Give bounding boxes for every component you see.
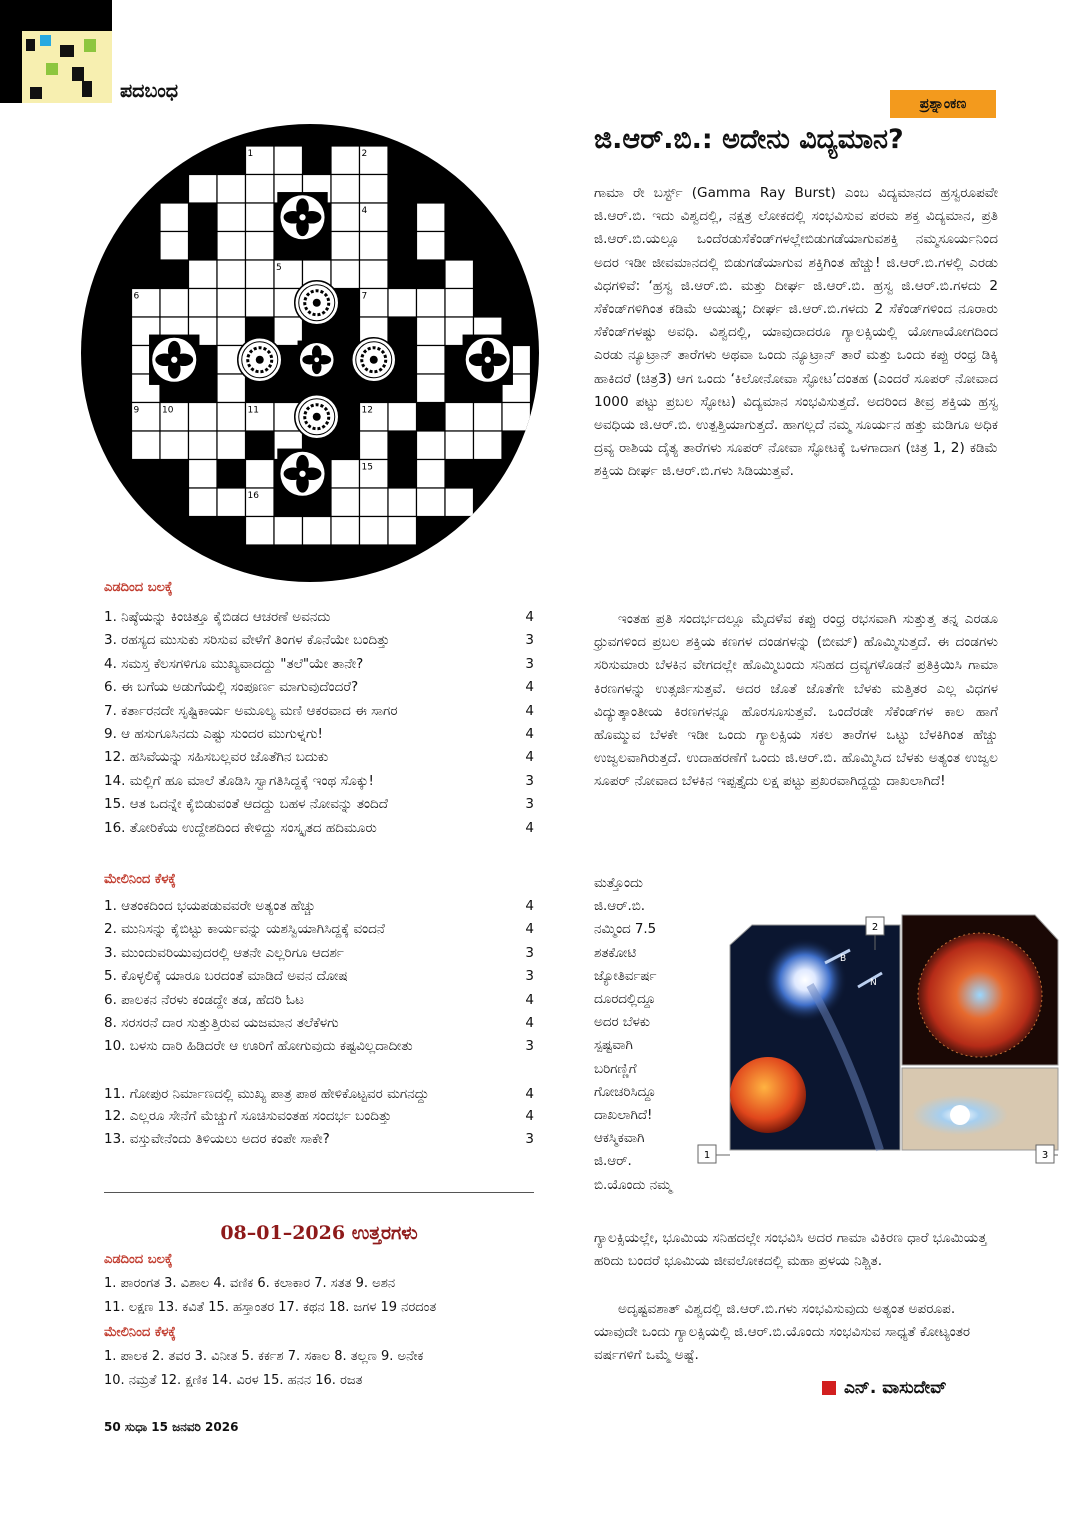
clue-text: 12. ಎಲ್ಲರೂ ಸೇನೆಗೆ ಮೆಚ್ಚುಗೆ ಸೂಚಿಸುವಂತಹ ಸಂದರ್ಭ ಬಂದಿತ್ತು xyxy=(104,1107,392,1124)
clue-length: 3 xyxy=(525,632,534,649)
clue-row xyxy=(104,793,534,816)
blue-star xyxy=(763,938,847,1022)
crossword-cell[interactable] xyxy=(474,431,503,460)
flower-ornament-icon xyxy=(298,341,336,379)
red-star xyxy=(730,1057,806,1133)
kilonova-core xyxy=(950,1105,970,1125)
crossword-cell[interactable] xyxy=(331,232,360,261)
figure-label-1 xyxy=(698,1145,730,1163)
clue-text: 6. ಪಾಲಕನ ನೆರಳು ಕಂಡದ್ದೇ ತಡ, ಹೆದರಿ ಓಟ xyxy=(104,991,304,1008)
clue-row xyxy=(104,653,534,676)
crossword-cell[interactable] xyxy=(360,488,389,517)
crossword-cell[interactable] xyxy=(217,317,246,346)
crossword-cell[interactable] xyxy=(246,460,275,489)
clue-text: 14. ಮಲ್ಲಿಗೆ ಹೂ ಮಾಲೆ ತೊಡಿಸಿ ಸ್ವಾಗತಿಸಿದ್ದಕ್ಕೆ ಇಂಥ ಸೊಕ್ಕು! xyxy=(104,772,374,789)
crossword-cell[interactable] xyxy=(445,488,474,517)
clue-text: 1. ನಿಷ್ಠೆಯನ್ನು ಕಿಂಚಿತ್ತೂ ಕೈಬಿಡದ ಆಚರಣೆ ಅವನದು xyxy=(104,609,331,625)
crossword-cell[interactable] xyxy=(274,146,303,175)
crossword-cell[interactable] xyxy=(360,517,389,546)
clue-row xyxy=(104,1059,534,1105)
crossword-cell[interactable] xyxy=(445,289,474,318)
clue-length: 3 xyxy=(525,772,534,789)
clue-text: 16. ತೋರಿಕೆಯ ಉದ್ದೇಶದಿಂದ ಕೇಳಿದ್ದು ಸಂಸ್ಕೃತದ ಹದಿಮೂರು xyxy=(104,819,377,836)
crossword-cell[interactable] xyxy=(388,289,417,318)
crossword-cell[interactable] xyxy=(160,203,189,232)
clue-text: 13. ವಸ್ತುವೇನೆಂದು ತಿಳಿಯಲು ಅದರ ಕಂಪೇ ಸಾಕೇ? xyxy=(104,1131,330,1148)
crossword-cell[interactable] xyxy=(417,203,446,232)
crossword-cell[interactable] xyxy=(360,431,389,460)
crossword-cell[interactable] xyxy=(189,488,218,517)
svg-text:2: 2 xyxy=(871,922,879,933)
crossword-cell[interactable] xyxy=(417,232,446,261)
crossword-cell[interactable] xyxy=(160,431,189,460)
crossword-cell[interactable] xyxy=(474,403,503,432)
clue-row xyxy=(104,770,534,793)
clue-length: 3 xyxy=(525,796,534,813)
flower-ornament-icon xyxy=(149,335,199,385)
crossword-cell[interactable] xyxy=(417,488,446,517)
crossword-number: 11 xyxy=(247,405,259,416)
crossword-cell[interactable] xyxy=(331,260,360,289)
answers-down-line: 1. ಪಾಲಕ 2. ತವರ 3. ವಿನೀತ 5. ಕರ್ಕಶ 7. ಸಕಾಲ 8. ತಲ್ಲಣ 9. ಅನೇಕ xyxy=(104,1349,424,1364)
clue-length: 3 xyxy=(525,655,534,672)
crossword-cell[interactable] xyxy=(160,232,189,261)
clue-length: 3 xyxy=(525,1131,534,1148)
crossword-number: 2 xyxy=(361,149,368,159)
crossword-number: 15 xyxy=(361,462,373,473)
crossword-cell[interactable] xyxy=(417,460,446,489)
answers-across-line: 11. ಲಕ್ಷಣ 13. ಕವಿತೆ 15. ಹಸ್ತಾಂತರ 17. ಕಥನ 18. ಜಗಳ 19 ನರದಂತ xyxy=(104,1300,437,1315)
answers-down-heading: ಮೇಲಿನಿಂದ ಕೆಳಕ್ಕೆ xyxy=(104,1325,176,1340)
clue-length: 4 xyxy=(525,679,534,696)
article-paragraph: ಅದೃಷ್ಟವಶಾತ್ ವಿಶ್ವದಲ್ಲಿ ಜಿ.ಆರ್.ಬಿ.ಗಳು ಸಂಭವಿಸುವುದು ಅತ್ಯಂತ ಅಪರೂಪ. ಯಾವುದೇ ಒಂದು ಗ್ಯಾಲಕ್ಸಿಯಲ್ಲಿ ಜಿ.ಆರ್.ಬಿ.ಯೊಂದು ಸಂಭವಿಸುವ ಸಾಧ್ಯತೆ ಕೋಟ್ಯಂತರ ವರ್ಷಗಳಿಗೆ ಒಮ್ಮೆ ಅಷ್ಟೆ. xyxy=(594,1301,971,1364)
svg-text:3: 3 xyxy=(1041,1150,1049,1161)
across-clue-list xyxy=(104,606,534,840)
crossword-cell[interactable] xyxy=(360,260,389,289)
logo-square xyxy=(60,45,74,57)
clue-length: 4 xyxy=(525,702,534,719)
crossword-cell[interactable] xyxy=(189,460,218,489)
crossword-cell[interactable] xyxy=(331,460,360,489)
clue-text: 8. ಸರಸರನೆ ದಾರ ಸುತ್ತುತ್ತಿರುವ ಯಜಮಾನ ತಲೆಕೆಳಗು xyxy=(104,1014,339,1031)
crossword-cell[interactable] xyxy=(217,289,246,318)
crossword-cell[interactable] xyxy=(217,488,246,517)
article-byline xyxy=(822,1378,947,1398)
logo-square xyxy=(72,67,84,81)
logo-square xyxy=(82,81,92,97)
crossword-cell[interactable] xyxy=(445,260,474,289)
crossword-cell[interactable] xyxy=(246,517,275,546)
crossword-cell[interactable] xyxy=(217,232,246,261)
medallion-ornament-icon xyxy=(295,395,339,439)
clue-length: 4 xyxy=(525,819,534,836)
crossword-cell[interactable] xyxy=(417,289,446,318)
crossword-number: 9 xyxy=(133,405,140,416)
article-paragraph: ಗಾಮಾ ರೇ ಬರ್ಸ್ಟ್ (Gamma Ray Burst) ಎಂಬ ವಿದ್ಯಮಾನದ ಹ್ರಸ್ವರೂಪವೇ ಜಿ.ಆರ್.ಬಿ. ಇದು ವಿಶ್ವದಲ್ಲಿ, ನಕ್ಷತ್ರ ಲೋಕದಲ್ಲಿ ಸಂಭವಿಸುವ ಪರಮ ಶಕ್ತ ವಿದ್ಯಮಾನ, ಪ್ರತಿ ಜಿ.ಆರ್.ಬಿ.ಯಲ್ಲೂ ಒಂದೆರಡುಸೆಕೆಂಡ್‌ಗಳಲ್ಲೇಬಿಡುಗಡೆಯಾಗುವಶಕ್ತಿ ನಮ್ಮಸೂರ್ಯನಿಂದ ಅದರ ಇಡೀ ಜೀವಮಾನದಲ್ಲಿ ಬಿಡುಗಡೆಯಾಗುವ ಶಕ್ತಿಗಿಂತ ಹೆಚ್ಚು! ಜಿ.ಆರ್.ಬಿ.ಗಳಲ್ಲಿ ಎರಡು ವಿಧಗಳಿವೆ: ‘ಹ್ರಸ್ವ ಜಿ.ಆರ್.ಬಿ. ಮತ್ತು ದೀರ್ಘ ಜಿ.ಆರ್.ಬಿ. ಹ್ರಸ್ವ ಜಿ.ಆರ್.ಬಿ.ಗಳದು 2 ಸೆಕೆಂಡ್‌ಗಳಿಗಿಂತ ಕಡಿಮೆ ಆಯುಷ್ಯ; ದೀರ್ಘ ಜಿ.ಆರ್.ಬಿ.ಗಳದು 2 ಸೆಕೆಂಡ್‌ಗಳಿಂದ ನೂರಾರು ಸೆಕೆಂಡ್‌ಗಳಷ್ಟು ಅವಧಿ. ವಿಶ್ವದಲ್ಲಿ, ಯಾವುದಾದರೂ ಗ್ಯಾಲಕ್ಸಿಯಲ್ಲಿ ಯೋಗಾಯೋಗದಿಂದ ಎರಡು ನ್ಯೂಟ್ರಾನ್ ತಾರೆಗಳು ಅಥವಾ ಒಂದು ನ್ಯೂಟ್ರಾನ್ ತಾರೆ ಮತ್ತು ಒಂದು ಕಪ್ಪು ರಂಧ್ರ ಡಿಕ್ಕಿ ಹಾಕಿದರೆ (ಚಿತ್ರ3) ಆಗ ಒಂದು ‘ಕಿಲೋನೋವಾ ಸ್ಫೋಟ’ದಂತಹ (ಎಂದರೆ ಸೂಪರ್ ನೋವಾದ 1000 ಪಟ್ಟು ಪ್ರಬಲ ಸ್ಫೋಟ) ವಿದ್ಯಮಾನ ಸಂಭವಿಸುತ್ತದೆ. ಅದರಿಂದ ತೀವ್ರ ಶಕ್ತಿಯ ಹ್ರಸ್ವ ಅವಧಿಯ ಜಿ.ಆರ್.ಬಿ. ಉತ್ಪತ್ತಿಯಾಗುತ್ತದೆ. ಹಾಗಲ್ಲದೆ ನಮ್ಮ ಸೂರ್ಯನ ಹತ್ತು ಮಡಿಗೂ ಅಧಿಕ ದ್ರವ್ಯ ರಾಶಿಯ ದೈತ್ಯ ತಾರೆಗಳು ಸೂಪರ್ ನೋವಾ ಸ್ಫೋಟಕ್ಕೆ ಒಳಗಾದಾಗ (ಚಿತ್ರ 1, 2) ಕಡಿಮೆ ಶಕ್ತಿಯ ದೀರ್ಘ ಜಿ.ಆರ್.ಬಿ.ಗಳು ಸಿಡಿಯುತ್ತವೆ. xyxy=(594,185,998,480)
clue-row xyxy=(104,989,534,1012)
medallion-ornament-icon xyxy=(295,281,339,325)
clue-row xyxy=(104,606,534,629)
clue-row xyxy=(104,942,534,965)
down-heading: ಮೇಲಿನಿಂದ ಕೆಳಕ್ಕೆ xyxy=(104,872,176,887)
crossword-number: 12 xyxy=(361,405,373,416)
crossword-cell[interactable] xyxy=(217,260,246,289)
clue-length: 4 xyxy=(525,609,534,625)
across-heading: ಎಡದಿಂದ ಬಲಕ್ಕೆ xyxy=(104,580,173,595)
crossword-cell[interactable] xyxy=(189,175,218,204)
clue-text: 3. ರಹಸ್ಯದ ಮುಸುಕು ಸರಿಸುವ ವೇಳೆಗೆ ತಿಂಗಳ ಕೊನೆಯೇ ಬಂದಿತ್ತು xyxy=(104,632,390,649)
crossword-cell[interactable] xyxy=(217,374,246,403)
crossword-number: 5 xyxy=(276,263,282,273)
down-clue-list xyxy=(104,895,534,1152)
logo-square xyxy=(46,63,58,75)
crossword-cell[interactable] xyxy=(388,488,417,517)
crossword-cell[interactable] xyxy=(132,431,161,460)
clue-text: 5. ಕೊಳ್ಳಲಿಕ್ಕೆ ಯಾರೂ ಬರದಂತೆ ಮಾಡಿದೆ ಅವನ ದೋಷ xyxy=(104,968,348,985)
clue-length: 4 xyxy=(525,725,534,742)
crossword-cell[interactable] xyxy=(217,203,246,232)
crossword-number: 7 xyxy=(361,291,368,302)
clue-text: 4. ಸಮಸ್ತ ಕೆಲಸಗಳಿಗೂ ಮುಖ್ಯವಾದದ್ದು "ತಲೆ"ಯೇ ತಾನೇ? xyxy=(104,655,364,672)
answers-across-heading: ಎಡದಿಂದ ಬಲಕ್ಕೆ xyxy=(104,1252,173,1267)
crossword-cell[interactable] xyxy=(331,517,360,546)
figure-arrow-label: B xyxy=(840,954,847,964)
clue-length: 3 xyxy=(525,944,534,961)
clue-text: 10. ಬಳಸು ದಾರಿ ಹಿಡಿದರೇ ಆ ಊರಿಗೆ ಹೋಗುವುದು ಕಷ್ಟವಿಲ್ಲದಾದೀತು xyxy=(104,1038,413,1055)
crossword-cell[interactable] xyxy=(417,346,446,375)
crossword-cell[interactable] xyxy=(189,431,218,460)
crossword-cell[interactable] xyxy=(360,175,389,204)
clue-length: 3 xyxy=(525,1038,534,1055)
divider xyxy=(104,1192,534,1193)
crossword-cell[interactable] xyxy=(388,517,417,546)
crossword-cell[interactable] xyxy=(246,232,275,261)
clue-length: 4 xyxy=(525,898,534,914)
logo-square xyxy=(26,39,35,51)
byline-marker-icon xyxy=(822,1381,836,1395)
clue-text: 9. ಆ ಹಸುಗೂಸಿನದು ಎಷ್ಟು ಸುಂದರ ಮುಗುಳ್ನಗು! xyxy=(104,725,323,742)
clue-text: 1. ಆತಂಕದಿಂದ ಭಯಪಡುವವರೇ ಅತ್ಯಂತ ಹೆಚ್ಚು xyxy=(104,898,316,914)
crossword-cell[interactable] xyxy=(303,517,332,546)
article-paragraph-narrow: ಮತ್ತೊಂದು ಜಿ.ಆರ್.ಬಿ. ನಮ್ಮಿಂದ 7.5 ಶತಕೋಟಿ ಜ್ಯೋತಿರ್ವರ್ಷ ದೂರದಲ್ಲಿದ್ದೂ ಅದರ ಬೆಳಕು ಸ್ಪಷ್ಟವಾಗಿ ಬರಿಗಣ್ಣಿಗೆ ಗೋಚರಿಸಿದ್ದೂ ದಾಖಲಾಗಿದೆ! ಆಕಸ್ಮಿಕವಾಗಿ ಜಿ.ಆರ್. ಬಿ.ಯೊಂದು ನಮ್ಮ xyxy=(594,876,672,1193)
crossword-cell[interactable] xyxy=(246,289,275,318)
crossword-number: 13 xyxy=(418,405,430,416)
clue-row xyxy=(104,629,534,652)
crossword-cell[interactable] xyxy=(246,175,275,204)
clue-text: 6. ಈ ಬಗೆಯ ಅಡುಗೆಯಲ್ಲಿ ಸಂಪೂರ್ಣ ಮಾಗುವುದೆಂದರೆ? xyxy=(104,679,359,696)
section-title: ಪದಬಂಧ xyxy=(120,80,179,102)
flower-ornament-icon xyxy=(277,449,327,499)
crossword-cell[interactable] xyxy=(331,203,360,232)
clue-text: 3. ಮುಂದುವರಿಯುವುದರಲ್ಲಿ ಆತನೇ ಎಲ್ಲರಿಗೂ ಆದರ್ಶ xyxy=(104,944,344,961)
article-headline: ಜಿ.ಆರ್‌.ಬಿ.: ಅದೇನು ವಿದ್ಯಮಾನ? xyxy=(594,124,904,155)
crossword-cell[interactable] xyxy=(160,289,189,318)
flower-ornament-icon xyxy=(463,335,513,385)
crossword-cell[interactable] xyxy=(331,146,360,175)
crossword-cell[interactable] xyxy=(246,203,275,232)
crossword-cell[interactable] xyxy=(331,488,360,517)
crossword-number: 10 xyxy=(162,405,174,416)
logo-square xyxy=(40,35,51,46)
crossword-grid[interactable] xyxy=(80,123,540,583)
crossword-number: 6 xyxy=(133,291,140,302)
crossword-number: 3 xyxy=(190,206,197,216)
clue-row xyxy=(104,746,534,769)
clue-text: 15. ಆತ ಒದನ್ನೇ ಕೈಬಿಡುವಂತೆ ಆದದ್ದು ಬಹಳ ನೋವನ್ನು ತಂದಿದೆ xyxy=(104,796,388,813)
page-folio: 50 ಸುಧಾ 15 ಜನವರಿ 2026 xyxy=(104,1420,239,1434)
clue-row xyxy=(104,895,534,918)
clue-row xyxy=(104,700,534,723)
byline-name: ಎನ್. ವಾಸುದೇವ್ xyxy=(844,1378,947,1398)
article-paragraph: ಗ್ಯಾಲಕ್ಸಿಯಲ್ಲೇ, ಭೂಮಿಯ ಸನಿಹದಲ್ಲೇ ಸಂಭವಿಸಿ ಅದರ ಗಾಮಾ ವಿಕಿರಣ ಧಾರೆ ಭೂಮಿಯತ್ತ ಹರಿದು ಬಂದರೆ ಭೂಮಿಯ ಜೀವಲೋಕದಲ್ಲಿ ಮಹಾ ಪ್ರಳಯ ನಿಶ್ಚಿತ. xyxy=(594,1230,987,1270)
crossword-cell[interactable] xyxy=(331,175,360,204)
crossword-cell[interactable] xyxy=(360,232,389,261)
crossword-cell[interactable] xyxy=(445,403,474,432)
crossword-cell[interactable] xyxy=(246,260,275,289)
clue-length: 4 xyxy=(525,1107,534,1124)
crossword-cell[interactable] xyxy=(417,374,446,403)
figure-arrow-label: N xyxy=(870,978,877,988)
clue-row xyxy=(104,1105,534,1128)
clue-row xyxy=(104,1128,534,1151)
article-paragraph: ಇಂತಹ ಪ್ರತಿ ಸಂದರ್ಭದಲ್ಲೂ ಮೈದಳೆವ ಕಪ್ಪು ರಂಧ್ರ ರಭಸವಾಗಿ ಸುತ್ತುತ್ತ ತನ್ನ ಎರಡೂ ಧ್ರುವಗಳಿಂದ ಪ್ರಬಲ ಶಕ್ತಿಯ ಕಣಗಳ ದಂಡಗಳನ್ನು (ಬೀಮ್) ಹೊಮ್ಮಿಸುತ್ತದೆ. ಈ ದಂಡಗಳು ಸರಿಸುಮಾರು ಬೆಳಕಿನ ವೇಗದಲ್ಲೇ ಹೊಮ್ಮಿಬಂದು ಸನಿಹದ ದ್ರವ್ಯಗಳೊಡನೆ ಪ್ರತಿಕ್ರಿಯಿಸಿ ಗಾಮಾ ಕಿರಣಗಳನ್ನು ಉತ್ಸರ್ಜಿಸುತ್ತವೆ. ಅದರ ಜೊತೆ ಜೊತೆಗೇ ಬೆಳಕು ಮತ್ತಿತರ ಎಲ್ಲ ವಿಧಗಳ ವಿದ್ಯುತ್ಕಾಂತೀಯ ಕಿರಣಗಳನ್ನೂ ಹೊರಸೂಸುತ್ತವೆ. ಒಂದೆರಡೇ ಸೆಕೆಂಡ್‌ಗಳ ಕಾಲ ಹಾಗೆ ಹೊಮ್ಮುವ ಬೆಳಕೇ ಇಡೀ ಒಂದು ಗ್ಯಾಲಕ್ಸಿಯ ಸಕಲ ತಾರೆಗಳ ಒಟ್ಟು ಬೆಳಕಿಗಿಂತ ಹೆಚ್ಚು ಉಜ್ವಲವಾಗಿರುತ್ತದೆ. ಉದಾಹರಣೆಗೆ ಒಂದು ಜಿ.ಆರ್.ಬಿ. ಹೊಮ್ಮಿಸಿದ ಬೆಳಕು ಅತ್ಯಂತ ಉಜ್ವಲ ಸೂಪರ್ ನೋವಾದ ಬೆಳಕಿನ ಇಪ್ಪತ್ತೈದು ಲಕ್ಷ ಪಟ್ಟು ಪ್ರಖರವಾಗಿದ್ದದ್ದು ದಾಖಲಾಗಿದೆ! xyxy=(594,611,998,790)
crossword-cell[interactable] xyxy=(417,431,446,460)
answers-across-line: 1. ಪಾರಂಗತ 3. ವಿಶಾಲ 4. ವಣಿಕ 6. ಕಲಾಕಾರ 7. ಸತತ 9. ಅಶನ xyxy=(104,1276,396,1291)
clue-text: 11. ಗೋಪುರ ನಿರ್ಮಾಣದಲ್ಲಿ ಮುಖ್ಯ ಪಾತ್ರ ಪಾಠ ಹೇಳಿಕೊಟ್ಟವರ ಮಗನದ್ದು xyxy=(104,1085,429,1102)
clue-text: 12. ಹಸಿವೆಯನ್ನು ಸಹಿಸಬಲ್ಲವರ ಜೊತೆಗಿನ ಬದುಕು xyxy=(104,749,329,766)
logo-square xyxy=(84,39,96,52)
clue-row xyxy=(104,1012,534,1035)
supernova xyxy=(918,933,1042,1057)
medallion-ornament-icon xyxy=(238,338,282,382)
crossword-cell[interactable] xyxy=(417,317,446,346)
section-kicker: ಪ್ರಶ್ನಾಂಕಣ xyxy=(890,90,996,118)
clue-text: 7. ಕರ್ತಾರನದೇ ಸೃಷ್ಟಿಕಾರ್ಯ ಅಮೂಲ್ಯ ಮಣಿ ಆಕರವಾದ ಈ ಸಾಗರ xyxy=(104,702,398,719)
clue-length: 4 xyxy=(525,749,534,766)
crossword-cell[interactable] xyxy=(388,403,417,432)
medallion-ornament-icon xyxy=(352,338,396,382)
flower-ornament-icon xyxy=(277,192,327,242)
crossword-cell[interactable] xyxy=(217,431,246,460)
logo-square xyxy=(30,87,42,99)
crossword-cell[interactable] xyxy=(217,175,246,204)
clue-row xyxy=(104,676,534,699)
crossword-number: 8 xyxy=(475,291,482,302)
clue-row xyxy=(104,918,534,941)
clue-row xyxy=(104,965,534,988)
crossword-cell[interactable] xyxy=(274,517,303,546)
svg-text:1: 1 xyxy=(703,1150,711,1161)
clue-length: 3 xyxy=(525,968,534,985)
clue-length: 4 xyxy=(525,1014,534,1031)
crossword-number: 16 xyxy=(247,491,259,501)
answers-title: 08–01–2026 ಉತ್ತರಗಳು xyxy=(220,1222,418,1244)
clue-length: 4 xyxy=(525,991,534,1008)
clue-length: 4 xyxy=(525,1085,534,1102)
crossword-number: 1 xyxy=(247,149,254,159)
crossword-number: 14 xyxy=(162,462,174,473)
crossword-cell[interactable] xyxy=(189,289,218,318)
answers-down-line: 10. ನಮ್ರತೆ 12. ಕ್ಷಣಿಕ 14. ವಿರಳ 15. ಹನನ 16. ರಜತ xyxy=(104,1373,363,1388)
clue-row xyxy=(104,723,534,746)
clue-row xyxy=(104,1035,534,1058)
clue-length: 4 xyxy=(525,921,534,938)
crossword-number: 4 xyxy=(361,206,368,216)
section-logo-panel xyxy=(22,31,112,103)
crossword-cell[interactable] xyxy=(502,403,531,432)
crossword-cell[interactable] xyxy=(189,403,218,432)
crossword-cell[interactable] xyxy=(445,431,474,460)
grb-illustration xyxy=(690,905,1060,1170)
clue-row xyxy=(104,817,534,840)
clue-text: 2. ಮುನಿಸನ್ನು ಕೈಬಿಟ್ಟು ಕಾರ್ಯವನ್ನು ಯಶಸ್ವಿಯಾಗಿಸಿದ್ದಕ್ಕೆ ವಂದನೆ xyxy=(104,921,385,938)
crossword-cell[interactable] xyxy=(189,260,218,289)
crossword-cell[interactable] xyxy=(217,403,246,432)
